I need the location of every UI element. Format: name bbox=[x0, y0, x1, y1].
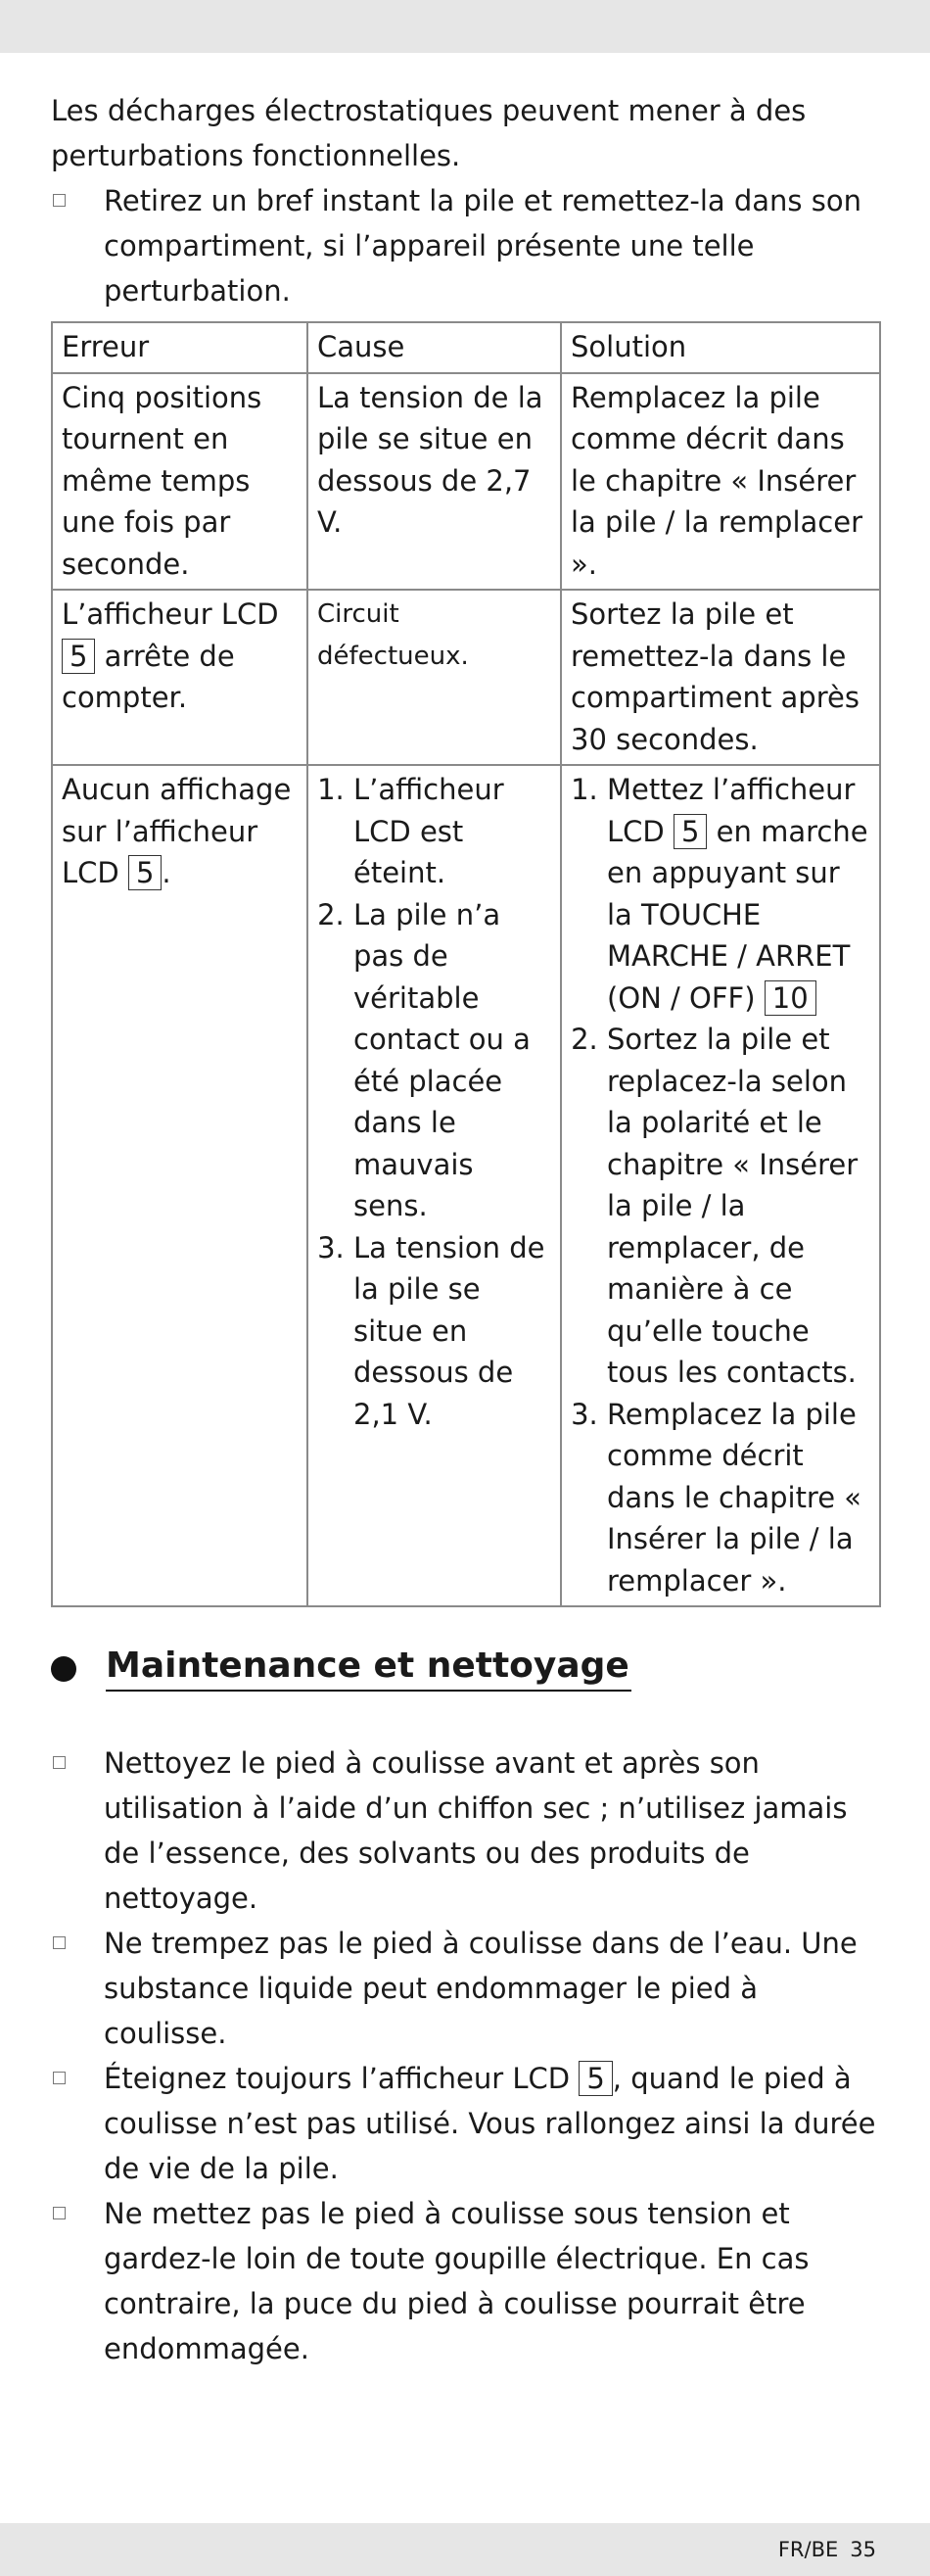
list-item bbox=[51, 2191, 879, 2371]
list-item bbox=[607, 769, 870, 1019]
maintenance-text: Ne mettez pas le pied à coulisse sous tension et gardez-le loin de toute goupille électrique. En cas contraire, la puce du pied à coulisse pourrait être endommagée. bbox=[104, 2197, 810, 2365]
checkbox-square-icon bbox=[53, 194, 66, 207]
list-item bbox=[51, 2056, 879, 2191]
list-item: 2. La pile n’a pas de véritable contact ou a été placée dans le mauvais sens. bbox=[353, 894, 551, 1227]
bullet-dot-icon bbox=[51, 1656, 76, 1682]
ref-number-badge: 5 bbox=[62, 639, 95, 674]
row1-error: Cinq positions tournent en même temps une fois par seconde. bbox=[52, 373, 307, 591]
checkbox-square-icon bbox=[53, 2072, 66, 2084]
table-row bbox=[52, 765, 880, 1606]
solution-list bbox=[571, 769, 870, 1601]
list-item: 2. Sortez la pile et replacez-la selon la polarité et le chapitre « Insérer la pile / la remplacer, de manière à ce qu’elle touche tous les contacts. bbox=[607, 1019, 870, 1394]
list-item bbox=[51, 1741, 879, 1921]
row2-error bbox=[52, 590, 307, 765]
sol1-text-a: Mettez l’afficheur LCD bbox=[607, 773, 856, 848]
ref-number-badge: 5 bbox=[579, 2061, 612, 2096]
ref-number-badge: 5 bbox=[674, 814, 707, 849]
header-solution: Solution bbox=[561, 322, 880, 373]
ref-number-badge: 10 bbox=[765, 980, 816, 1016]
maintenance-text-a: Éteignez toujours l’afficheur LCD bbox=[104, 2062, 580, 2095]
section-title: Maintenance et nettoyage bbox=[106, 1645, 631, 1692]
page-footer bbox=[778, 2525, 876, 2574]
row2-solution: Sortez la pile et remettez-la dans le compartiment après 30 secondes. bbox=[561, 590, 880, 765]
page-number: 35 bbox=[850, 2538, 876, 2561]
list-item bbox=[51, 1921, 879, 2056]
row2-cause: Circuit défectueux. bbox=[307, 590, 561, 765]
maintenance-list bbox=[51, 1741, 879, 2371]
row2-error-text-a: L’afficheur LCD bbox=[62, 597, 279, 631]
sol1-text-b: en marche en appuyant sur la TOUCHE MARCHE / ARRET (ON / OFF) bbox=[607, 814, 868, 1015]
troubleshooting-table bbox=[51, 321, 881, 1607]
maintenance-text: Ne trempez pas le pied à coulisse dans de l’eau. Une substance liquide peut endommager le pied à coulisse. bbox=[104, 1927, 858, 2050]
top-band bbox=[0, 0, 930, 53]
list-item: 1. L’afficheur LCD est éteint. bbox=[353, 769, 551, 894]
ref-number-badge: 5 bbox=[128, 855, 162, 890]
row3-error bbox=[52, 765, 307, 1606]
row3-cause bbox=[307, 765, 561, 1606]
row1-solution: Remplacez la pile comme décrit dans le chapitre « Insérer la pile / la remplacer ». bbox=[561, 373, 880, 591]
cause-list bbox=[317, 769, 551, 1435]
table-row bbox=[52, 590, 880, 765]
header-error: Erreur bbox=[52, 322, 307, 373]
footer-locale: FR/BE bbox=[777, 2538, 839, 2561]
row3-error-text-b: . bbox=[162, 856, 171, 889]
row2-error-text-b: arrête de compter. bbox=[62, 639, 235, 714]
row1-cause: La tension de la pile se situe en dessous de 2,7 V. bbox=[307, 373, 561, 591]
table-header-row bbox=[52, 322, 880, 373]
intro-bullet-text: Retirez un bref instant la pile et remettez-la dans son compartiment, si l’appareil présente une telle perturbation. bbox=[104, 184, 861, 308]
list-item: 3. Remplacez la pile comme décrit dans le chapitre « Insérer la pile / la remplacer ». bbox=[607, 1394, 870, 1602]
list-item: 3. La tension de la pile se situe en dessous de 2,1 V. bbox=[353, 1227, 551, 1436]
maintenance-text: Nettoyez le pied à coulisse avant et après son utilisation à l’aide d’un chiffon sec ; n’utilisez jamais de l’essence, des solvants ou des produits de nettoyage. bbox=[104, 1746, 848, 1915]
checkbox-square-icon bbox=[53, 2207, 66, 2219]
row3-solution bbox=[561, 765, 880, 1606]
section-heading bbox=[51, 1645, 879, 1695]
maintenance-text-b: , quand le pied à coulisse n’est pas utilisé. Vous rallongez ainsi la durée de vie de la pile. bbox=[104, 2062, 876, 2185]
header-cause: Cause bbox=[307, 322, 561, 373]
row3-error-text-a: Aucun affichage sur l’afficheur LCD bbox=[62, 773, 292, 889]
table-row bbox=[52, 373, 880, 591]
page-content bbox=[51, 88, 879, 2371]
checkbox-square-icon bbox=[53, 1756, 66, 1769]
intro-bullet bbox=[51, 178, 879, 313]
intro-paragraph: Les décharges électrostatiques peuvent mener à des perturbations fonctionnelles. bbox=[51, 94, 807, 172]
checkbox-square-icon bbox=[53, 1936, 66, 1949]
